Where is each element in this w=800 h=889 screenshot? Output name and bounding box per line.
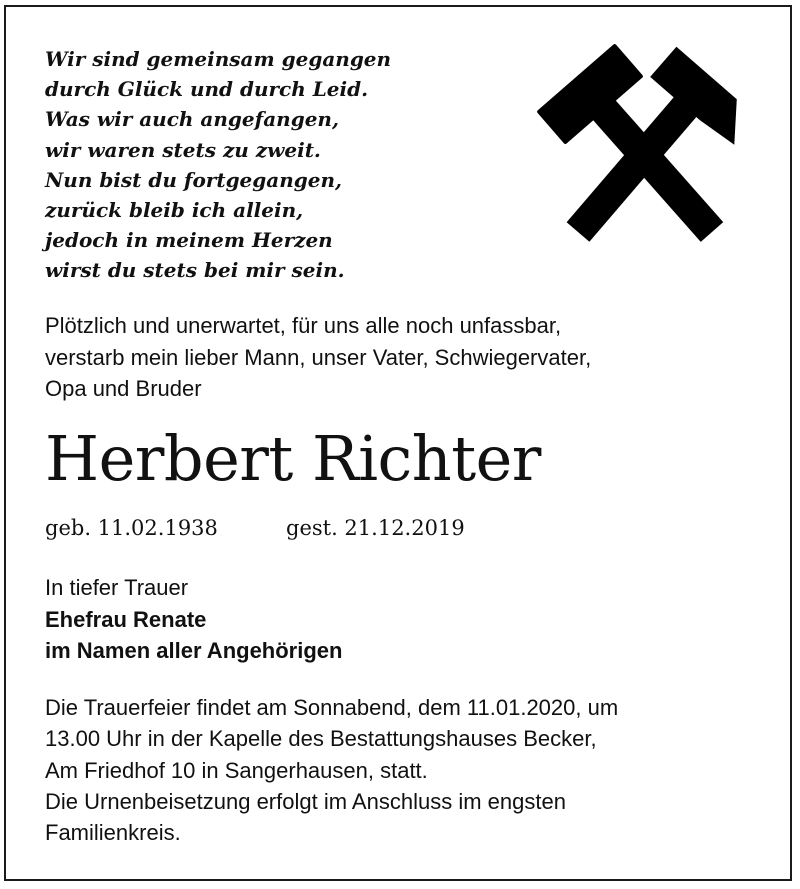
poem-line: Was wir auch angefangen, [45,107,339,132]
poem-line: wir waren stets zu zweit. [45,137,321,162]
intro-line: Opa und Bruder [45,376,202,401]
death-date: gest. 21.12.2019 [286,516,465,540]
birth-date: geb. 11.02.1938 [45,516,218,540]
poem [45,44,391,286]
poem-line: jedoch in meinem Herzen [45,228,333,253]
service-line: Familienkreis. [45,820,181,846]
hammer-and-pick-icon [530,42,762,254]
service-line: Die Trauerfeier findet am Sonnabend, dem 11.01.2020, um [45,695,619,720]
widow-name: Ehefrau Renate [45,606,207,632]
poem-line: zurück bleib ich allein, [45,198,304,223]
service-line: Am Friedhof 10 in Sangerhausen, statt. [45,757,428,783]
poem-line: wirst du stets bei mir sein. [45,258,345,283]
poem-line: Nun bist du fortgegangen, [45,167,342,192]
poem-line: durch Glück und durch Leid. [45,77,369,102]
service-info [45,692,618,848]
mourning-phrase: In tiefer Trauer [45,575,189,600]
deceased-name: Herbert Richter [45,422,541,495]
intro-line: Plötzlich und unerwartet, für uns alle noch unfassbar, [45,313,562,338]
intro-text [45,310,591,405]
intro-line: verstarb mein lieber Mann, unser Vater, Schwiegervater, [45,344,592,370]
service-line: 13.00 Uhr in der Kapelle des Bestattungshauses Becker, [45,726,597,752]
mourners-block [45,572,342,667]
relatives-line: im Namen aller Angehörigen [45,638,343,663]
poem-line: Wir sind gemeinsam gegangen [45,47,392,71]
service-line: Die Urnenbeisetzung erfolgt im Anschluss im engsten [45,788,566,814]
